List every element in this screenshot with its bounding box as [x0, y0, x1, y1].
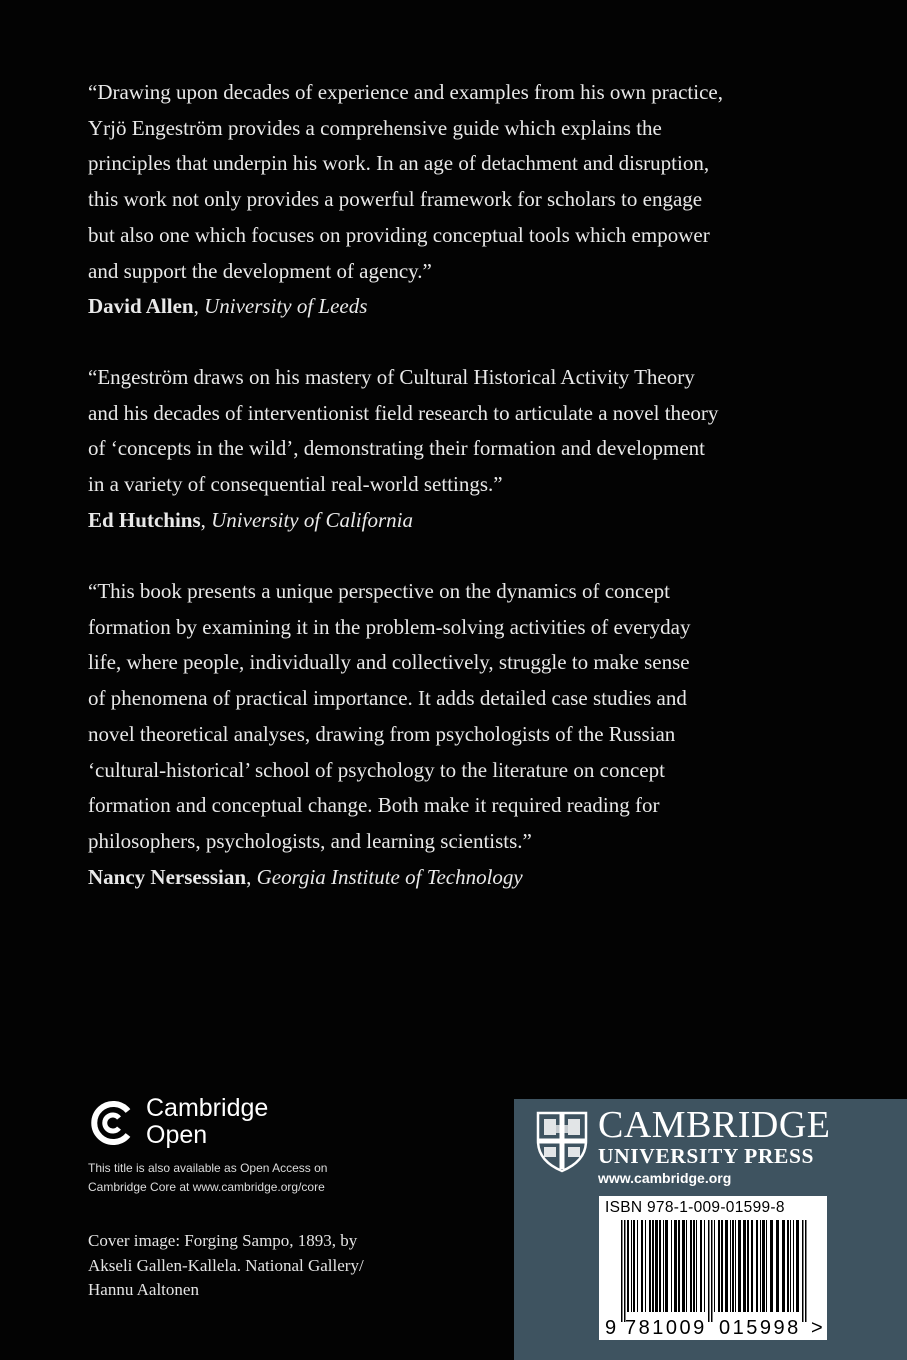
quote-line: Yrjö Engeström provides a comprehensive guide which explains the [88, 115, 662, 140]
endorser-name: Ed Hutchins [88, 507, 201, 532]
barcode-bar [704, 1220, 705, 1312]
quote-line: philosophers, psychologists, and learning scientists.” [88, 828, 532, 853]
attribution-separator: , [200, 507, 212, 532]
barcode-bar [730, 1220, 731, 1312]
barcode-bar [802, 1220, 804, 1322]
barcode-bar [796, 1220, 799, 1312]
cover-credit-line3: Hannu Aaltonen [88, 1280, 199, 1299]
open-access-note-line2: Cambridge Core at www.cambridge.org/core [88, 1180, 325, 1194]
barcode-bar [770, 1220, 773, 1312]
quote-line: novel theoretical analyses, drawing from psychologists of the Russian [88, 721, 676, 746]
barcode-bar [735, 1220, 736, 1312]
barcode-bar [743, 1220, 746, 1312]
barcode-bars [621, 1220, 807, 1322]
cambridge-open-line2: Open [146, 1121, 208, 1149]
barcode-bar [652, 1220, 654, 1312]
barcode-bar [766, 1220, 767, 1312]
attribution-separator: , [193, 294, 205, 319]
barcode-bar [751, 1220, 753, 1312]
barcode-quiet-mark: > [811, 1317, 823, 1339]
quote-line: of phenomena of practical importance. It adds detailed case studies and [88, 686, 687, 711]
publisher-name: CAMBRIDGE [598, 1104, 831, 1146]
barcode-bar [621, 1220, 623, 1322]
quote-line: ‘cultural-historical’ school of psychology to the literature on concept [88, 757, 665, 782]
barcode-bar [631, 1220, 632, 1312]
open-access-note-line1: This title is also available as Open Access on [88, 1161, 328, 1175]
barcode-bar [790, 1220, 791, 1312]
quote-line: principles that underpin his work. In an age of detachment and disruption, [88, 151, 710, 176]
barcode-bar [665, 1220, 668, 1312]
quote-line: but also one which focuses on providing conceptual tools which empower [88, 222, 710, 247]
barcode-graphic [599, 1196, 827, 1340]
barcode-bar [762, 1220, 765, 1312]
barcode-bar [624, 1220, 626, 1322]
publisher-url: www.cambridge.org [598, 1170, 732, 1186]
isbn-barcode [599, 1196, 827, 1340]
barcode-bar [725, 1220, 728, 1312]
barcode-bar [655, 1220, 658, 1312]
publisher-press-label: UNIVERSITY PRESS [598, 1144, 815, 1168]
endorser-name: David Allen [88, 294, 194, 319]
publisher-panel [514, 1099, 907, 1360]
quote-attribution [88, 860, 788, 896]
quote-line: in a variety of consequential real-world settings.” [88, 472, 503, 497]
barcode-bar [700, 1220, 702, 1312]
cover-image-credit [88, 1229, 418, 1303]
endorser-affiliation: University of Leeds [204, 294, 368, 319]
quote-attribution [88, 503, 788, 539]
barcode-bar [686, 1220, 687, 1312]
barcode-bar [782, 1220, 785, 1312]
endorsement-quote-1 [88, 75, 788, 325]
quote-line: “Drawing upon decades of experience and examples from his own practice, [88, 80, 723, 104]
barcode-digits-right: 015998 [719, 1317, 801, 1339]
quote-attribution [88, 289, 788, 325]
quote-line: formation by examining it in the problem-solving activities of everyday [88, 614, 691, 639]
barcode-bar [671, 1220, 672, 1312]
quote-line: formation and conceptual change. Both make it required reading for [88, 793, 660, 818]
barcode-bar [659, 1220, 661, 1312]
barcode-bar [627, 1220, 629, 1312]
barcode-bar [693, 1220, 695, 1312]
barcode-digits-left: 781009 [625, 1317, 707, 1339]
barcode-bar [747, 1220, 749, 1312]
barcode-bar [721, 1220, 723, 1312]
quote-line: this work not only provides a powerful framework for scholars to engage [88, 187, 703, 212]
quote-line: and his decades of interventionist field research to articulate a novel theory [88, 400, 719, 425]
barcode-bar [732, 1220, 734, 1312]
endorser-name: Nancy Nersessian [88, 864, 247, 889]
barcode-bar [674, 1220, 677, 1312]
open-access-note [88, 1159, 388, 1197]
barcode-bar [649, 1220, 651, 1312]
barcode-bar [714, 1220, 715, 1312]
barcode-bar [718, 1220, 720, 1312]
endorser-affiliation: Georgia Institute of Technology [256, 864, 523, 889]
barcode-bar [805, 1220, 807, 1322]
barcode-bar [690, 1220, 692, 1312]
quote-line: “This book presents a unique perspective on the dynamics of concept [88, 579, 670, 603]
barcode-bar [738, 1220, 741, 1312]
barcode-bar [760, 1220, 761, 1312]
cambridge-open-line1: Cambridge [146, 1094, 269, 1122]
barcode-bar [682, 1220, 685, 1312]
barcode-bar [756, 1220, 758, 1312]
endorsement-quote-2 [88, 360, 788, 539]
quote-line: “Engeström draws on his mastery of Cultural Historical Activity Theory [88, 365, 695, 389]
endorsement-quote-3 [88, 574, 788, 895]
barcode-bar [641, 1220, 643, 1312]
barcode-bar [663, 1220, 664, 1312]
quote-line: life, where people, individually and collectively, struggle to make sense [88, 650, 690, 675]
barcode-bar [637, 1220, 638, 1312]
cambridge-open-icon [88, 1099, 136, 1147]
endorser-affiliation: University of California [211, 507, 413, 532]
cambridge-shield-icon [536, 1111, 588, 1173]
cover-credit-line2: Akseli Gallen-Kallela. National Gallery/ [88, 1255, 364, 1275]
barcode-bar [645, 1220, 646, 1312]
barcode-bar [708, 1220, 710, 1322]
attribution-separator: , [246, 864, 257, 889]
barcode-digit-first: 9 [605, 1317, 617, 1339]
barcode-bar [696, 1220, 697, 1312]
barcode-bar [793, 1220, 794, 1312]
quote-line: of ‘concepts in the wild’, demonstrating their formation and development [88, 436, 705, 461]
barcode-bar [711, 1220, 713, 1322]
barcode-bar [678, 1220, 680, 1312]
cambridge-open-wordmark [146, 1095, 366, 1149]
quote-line: and support the development of agency.” [88, 258, 432, 283]
barcode-bar [787, 1220, 789, 1312]
barcode-bar [776, 1220, 779, 1312]
cover-credit-line1: Cover image: Forging Sampo, 1893, by [88, 1231, 358, 1250]
isbn-label: ISBN 978-1-009-01599-8 [605, 1199, 785, 1216]
barcode-bar [633, 1220, 635, 1312]
